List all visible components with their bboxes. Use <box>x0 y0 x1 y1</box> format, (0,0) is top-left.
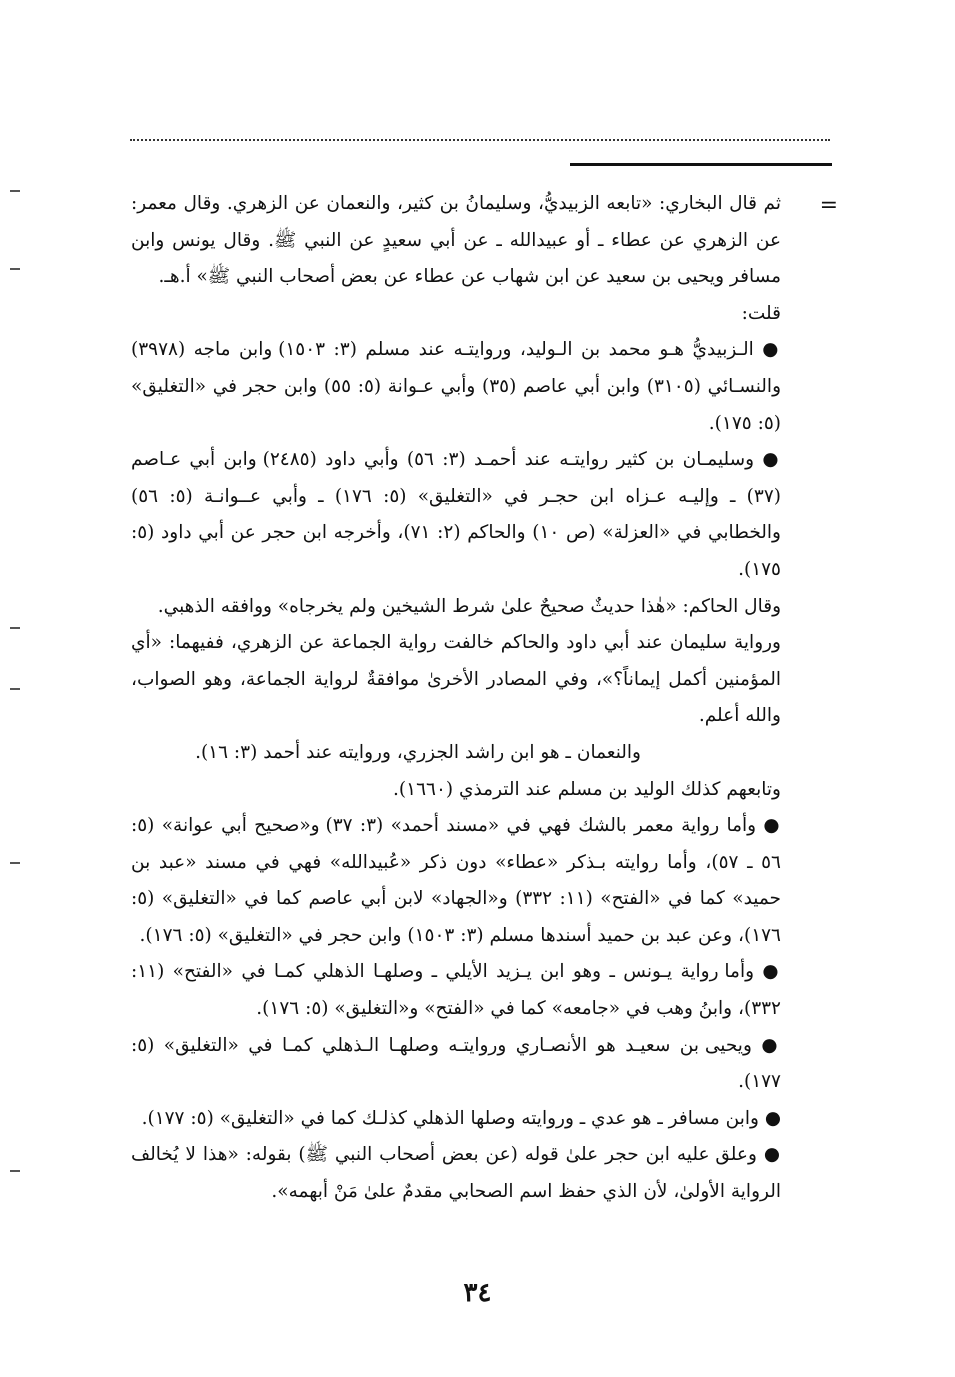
paragraph-text: وأما رواية معمر بالشك فهي في «مسند أحمد» (٣: ٣٧) و«صحيح أبي عوانة» (٥: ٥٦ ـ ٥٧)، وأما روايته بـذكر «عطاء» دون ذكر «عُبيدالله» فهي في مسند «عبد بن حميد» كما في «الفتح» (١١: ٣٣٢) و«الجهاد» لابن أبي عاصم كما في «التغليق» (٥: ١٧٦)، وعن عبد بن حميد أسندها مسلم (٣: ١٥٠٣) وابن حجر في «التغليق» (٥: ١٧٦). <box>131 815 781 946</box>
bullet-icon: ● <box>761 1034 781 1056</box>
margin-tick <box>10 688 20 690</box>
bullet-icon: ● <box>764 1107 781 1129</box>
paragraph-hakim: وقال الحاكم: «هٰذا حديثٌ صحيحٌ علىٰ شرط الشيخين ولم يخرجاه» ووافقه الذهبي. <box>157 595 781 617</box>
paragraph-yahya <box>131 1028 781 1101</box>
page-number: ٣٤ <box>463 1278 492 1308</box>
paragraph-numan: والنعمان ـ هو ابن راشد الجزري، وروايته عند أحمد (٣: ١٦). <box>195 741 641 763</box>
margin-tick <box>10 1170 20 1172</box>
bullet-icon: ● <box>763 1144 781 1166</box>
paragraph-ibn-musafir <box>131 1101 781 1138</box>
bullet-icon: ● <box>762 339 781 361</box>
footnote-rule <box>570 163 832 166</box>
paragraph-sulaiman <box>131 442 781 588</box>
paragraph-text: وسليمـان بن كثير روايتـه عند أحمـد (٣: ٥٦) وأبي داود (٢٤٨٥) وابن أبي عـاصم (٣٧) ـ وإليـه عـزاه ابن حجـر في «التغليق» (٥: ١٧٦) ـ وأبي عــوانـة (٥: ٥٦) والخطابي في «العزلة» (ص ١٠) والحاكم (٢: ٧١)، وأخرجه ابن حجر عن أبي داود (٥: ١٧٥). <box>131 449 781 580</box>
margin-tick <box>10 268 20 270</box>
paragraph-text: ويحيى بن سعيـد هو الأنصـاري وروايتـه وصلهـا الـذهلي كمـا في «التغليق» (٥: ١٧٧). <box>131 1034 781 1093</box>
paragraph-zubaidi <box>131 332 781 442</box>
margin-tick <box>10 190 20 192</box>
paragraph-text: وعلق عليه ابن حجر علىٰ قوله (عن بعض أصحاب النبي ﷺ) بقوله: «هذا لا يُخالف الرواية الأولىٰ، لأن الذي حفظ اسم الصحابي مقدمٌ علىٰ مَنْ أبهمه». <box>131 1144 781 1203</box>
dotted-separator <box>130 139 830 141</box>
margin-tick <box>10 627 20 629</box>
paragraph-mamar <box>131 808 781 954</box>
bullet-icon: ● <box>763 815 781 837</box>
paragraph-text: وأما رواية يـونس ـ وهو ابن يـزيد الأيلي ـ وصلهـا الذهلي كمـا في «الفتح» (١١: ٣٣٢)، وابنُ وهب في «جامعه» كما في «الفتح» و«التغليق» (٥: ١٧٦). <box>131 961 781 1020</box>
paragraph-ibn-hajar <box>131 1137 781 1210</box>
paragraph-bukhari-quote: ثم قال البخاري: «تابعه الزبيديُّ، وسليمانُ بن كثير، والنعمان عن الزهري. وقال معمر: عن الزهري عن عطاء ـ أو عبيدالله ـ عن أبي سعيدٍ عن النبي ﷺ. وقال يونس وابن مسافر ويحيى بن سعيد عن ابن شهاب عن عطاء عن بعض أصحاب النبي ﷺ» أ.هـ. <box>131 193 781 288</box>
paragraph-walid: وتابعهم كذلك الوليد بن مسلم عند الترمذي (١٦٦٠). <box>393 778 781 800</box>
paragraph-yunus <box>131 954 781 1027</box>
bullet-icon: ● <box>762 449 781 471</box>
continuation-mark: = <box>819 193 838 218</box>
paragraph-text: الـزبيديُّ هـو محمد بن الـوليد، وروايتـه عند مسلم (٣: ١٥٠٣) وابن ماجه (٣٩٧٨) والنسـائي (٣١٠٥) وابن أبي عاصم (٣٥) وأبي عـوانة (٥: ٥٥) وابن حجر في «التغليق» (٥: ١٧٥). <box>131 339 782 434</box>
body-text <box>131 186 781 1211</box>
paragraph-qultu: قلت: <box>741 302 781 324</box>
margin-tick <box>10 862 20 864</box>
paragraph-text: وابن مسافر ـ هو عدي ـ وروايته وصلها الذهلي كذلـك كما في «التغليق» (٥: ١٧٧). <box>141 1107 759 1129</box>
paragraph-sulaiman-riwaya: ورواية سليمان عند أبي داود والحاكم خالفت رواية الجماعة عن الزهري، ففيهما: «أي المؤمنين أكمل إيماناً؟»، وفي المصادر الأخرىٰ موافقةٌ لرواية الجماعة، وهو الصواب، والله أعلم. <box>131 632 781 727</box>
bullet-icon: ● <box>762 961 781 983</box>
